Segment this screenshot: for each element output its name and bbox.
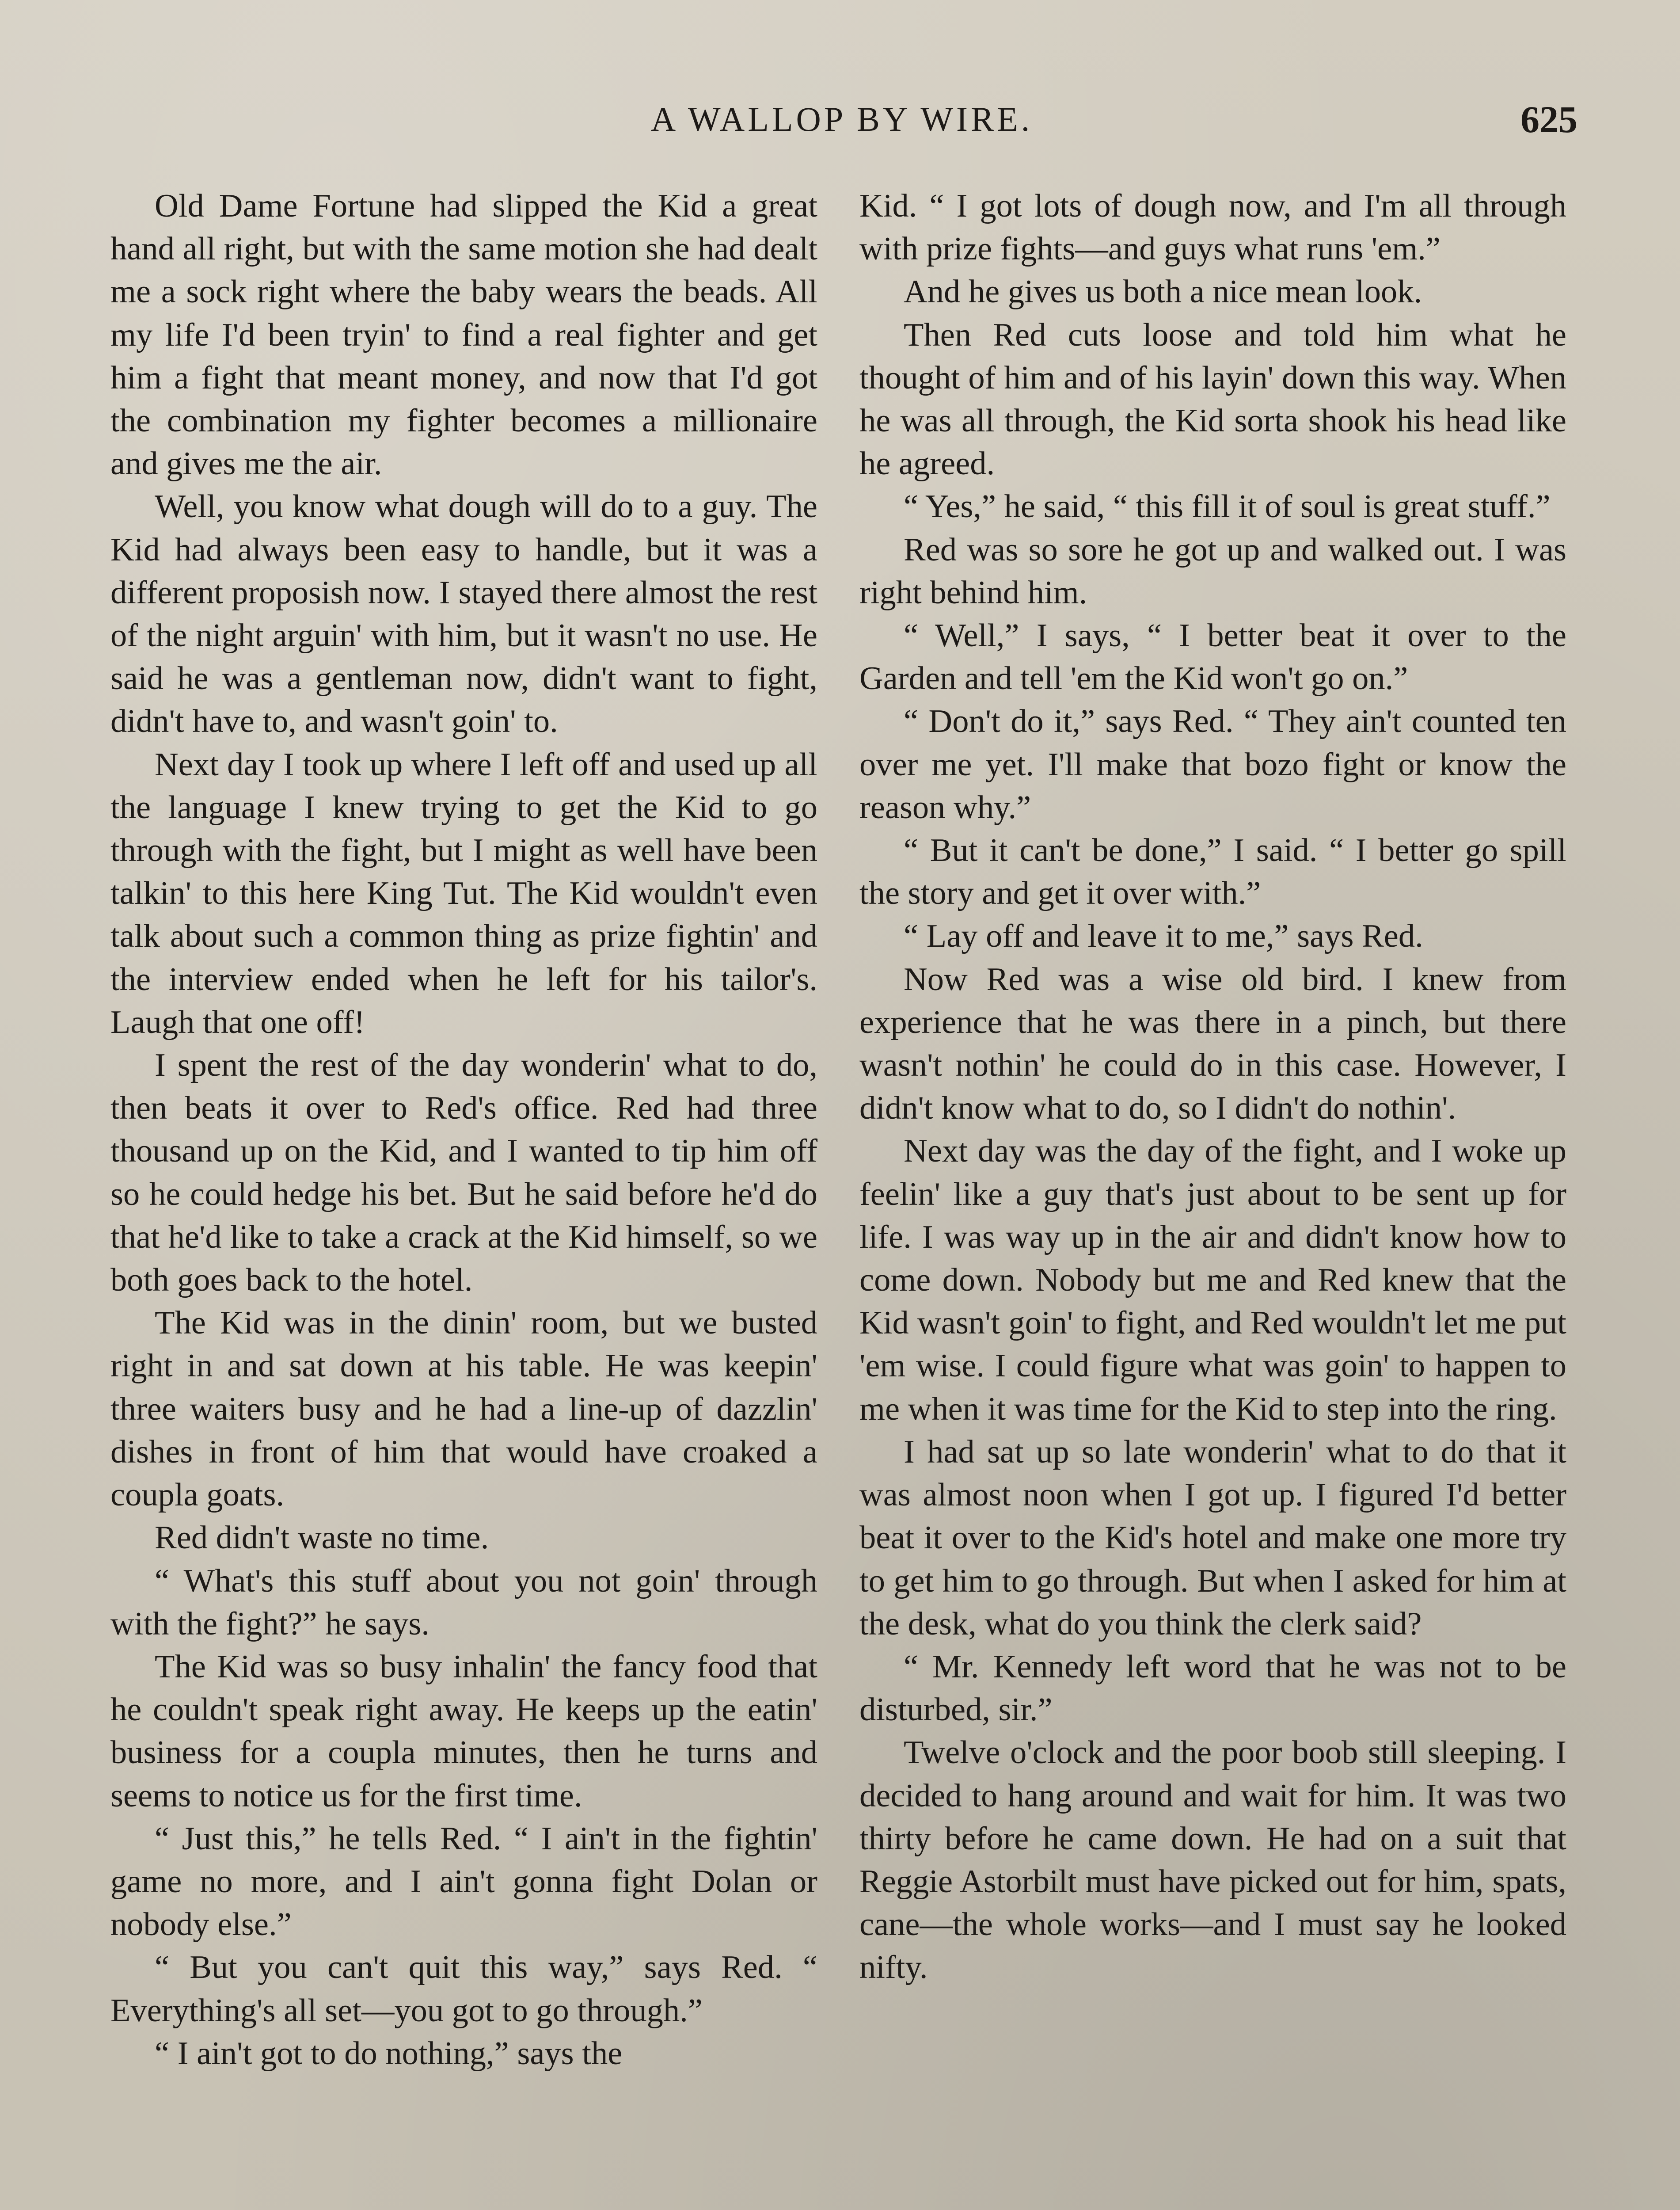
paragraph: Now Red was a wise old bird. I knew from experience that he was there in a pinch, but there wasn't nothin' he could do in this case. However, I didn't know what to do, so I didn't do nothin'. bbox=[859, 961, 1566, 1127]
paragraph: “ I ain't got to do nothing,” says the bbox=[155, 2035, 623, 2072]
paragraph: Then Red cuts loose and told him what he thought of him and of his layin' down this way. When he was all through, the Kid sorta shook his head like he agreed. bbox=[859, 316, 1566, 482]
paragraph: Next day was the day of the fight, and I woke up feelin' like a guy that's just about to be sent up for life. I was way up in the air and didn't know how to come down. Nobody but me and Red knew that the Kid wasn't goin' to fight, and Red wouldn't let me put 'em wise. I could figure what was goin' to happen to me when it was time for the Kid to step into the ring. bbox=[859, 1133, 1566, 1427]
paragraph: Red was so sore he got up and walked out. I was right behind him. bbox=[859, 531, 1566, 611]
paragraph: “ But it can't be done,” I said. “ I better go spill the story and get it over with.” bbox=[859, 832, 1566, 912]
paragraph: “ What's this stuff about you not goin' through with the fight?” he says. bbox=[110, 1562, 817, 1642]
paragraph: “ Mr. Kennedy left word that he was not to be disturbed, sir.” bbox=[859, 1648, 1566, 1728]
running-title: A WALLOP BY WIRE. bbox=[650, 100, 1033, 138]
paragraph: And he gives us both a nice mean look. bbox=[904, 274, 1422, 310]
paragraph: I had sat up so late wonderin' what to do that it was almost noon when I got up. I figured I'd better beat it over to the Kid's hotel and make one more try to get him to go through. But when I asked for him at the desk, what do you think the clerk said? bbox=[859, 1433, 1566, 1642]
paragraph: “ Don't do it,” says Red. “ They ain't counted ten over me yet. I'll make that bozo fight or know the reason why.” bbox=[859, 703, 1566, 826]
right-column bbox=[859, 185, 1566, 1989]
paragraph: “ But you can't quit this way,” says Red. “ Everything's all set—you got to go through.” bbox=[110, 1949, 817, 2029]
paragraph: Next day I took up where I left off and used up all the language I knew trying to get the Kid to go through with the fight, but I might as well have been talkin' to this here King Tut. The Kid wouldn't even talk about such a common thing as prize fightin' and the interview ended when he left for his tailor's. Laugh that one off! bbox=[110, 746, 817, 1040]
paragraph: “ Well,” I says, “ I better beat it over to the Garden and tell 'em the Kid won't go on.” bbox=[859, 617, 1566, 697]
paragraph-continued: Kid. “ I got lots of dough now, and I'm all through with prize fights—and guys what runs 'em.” bbox=[859, 188, 1566, 267]
paragraph: “ Lay off and leave it to me,” says Red. bbox=[904, 918, 1423, 955]
left-column bbox=[110, 185, 817, 2075]
paragraph: Twelve o'clock and the poor boob still sleeping. I decided to hang around and wait for him. It was two thirty before he came down. He had on a suit that Reggie Astorbilt must have picked out for him, spats, cane—the whole works—and I must say he looked nifty. bbox=[859, 1734, 1566, 1986]
paragraph: Red didn't waste no time. bbox=[155, 1520, 489, 1556]
paragraph: Old Dame Fortune had slipped the Kid a great hand all right, but with the same motion she had dealt me a sock right where the baby wears the beads. All my life I'd been tryin' to find a real fighter and get him a fight that meant money, and now that I'd got the combination my fighter becomes a millionaire and gives me the air. bbox=[110, 188, 817, 482]
paragraph: The Kid was so busy inhalin' the fancy food that he couldn't speak right away. He keeps up the eatin' business for a coupla minutes, then he turns and seems to notice us for the first time. bbox=[110, 1648, 817, 1814]
page-number: 625 bbox=[1520, 98, 1577, 141]
paragraph: “ Just this,” he tells Red. “ I ain't in the fightin' game no more, and I ain't gonna fight Dolan or nobody else.” bbox=[110, 1820, 817, 1943]
paragraph: “ Yes,” he said, “ this fill it of soul is great stuff.” bbox=[904, 488, 1551, 525]
paragraph: Well, you know what dough will do to a guy. The Kid had always been easy to handle, but it was a different proposish now. I stayed there almost the rest of the night arguin' with him, but it wasn't no use. He said he was a gentleman now, didn't want to fight, didn't have to, and wasn't goin' to. bbox=[110, 488, 817, 740]
paragraph: The Kid was in the dinin' room, but we busted right in and sat down at his table. He was keepin' three waiters busy and he had a line-up of dazzlin' dishes in front of him that would have croaked a coupla goats. bbox=[110, 1305, 817, 1513]
paragraph: I spent the rest of the day wonderin' what to do, then beats it over to Red's office. Red had three thousand up on the Kid, and I wanted to tip him off so he could hedge his bet. But he said before he'd do that he'd like to take a crack at the Kid himself, so we both goes back to the hotel. bbox=[110, 1047, 817, 1299]
running-head bbox=[106, 95, 1577, 144]
